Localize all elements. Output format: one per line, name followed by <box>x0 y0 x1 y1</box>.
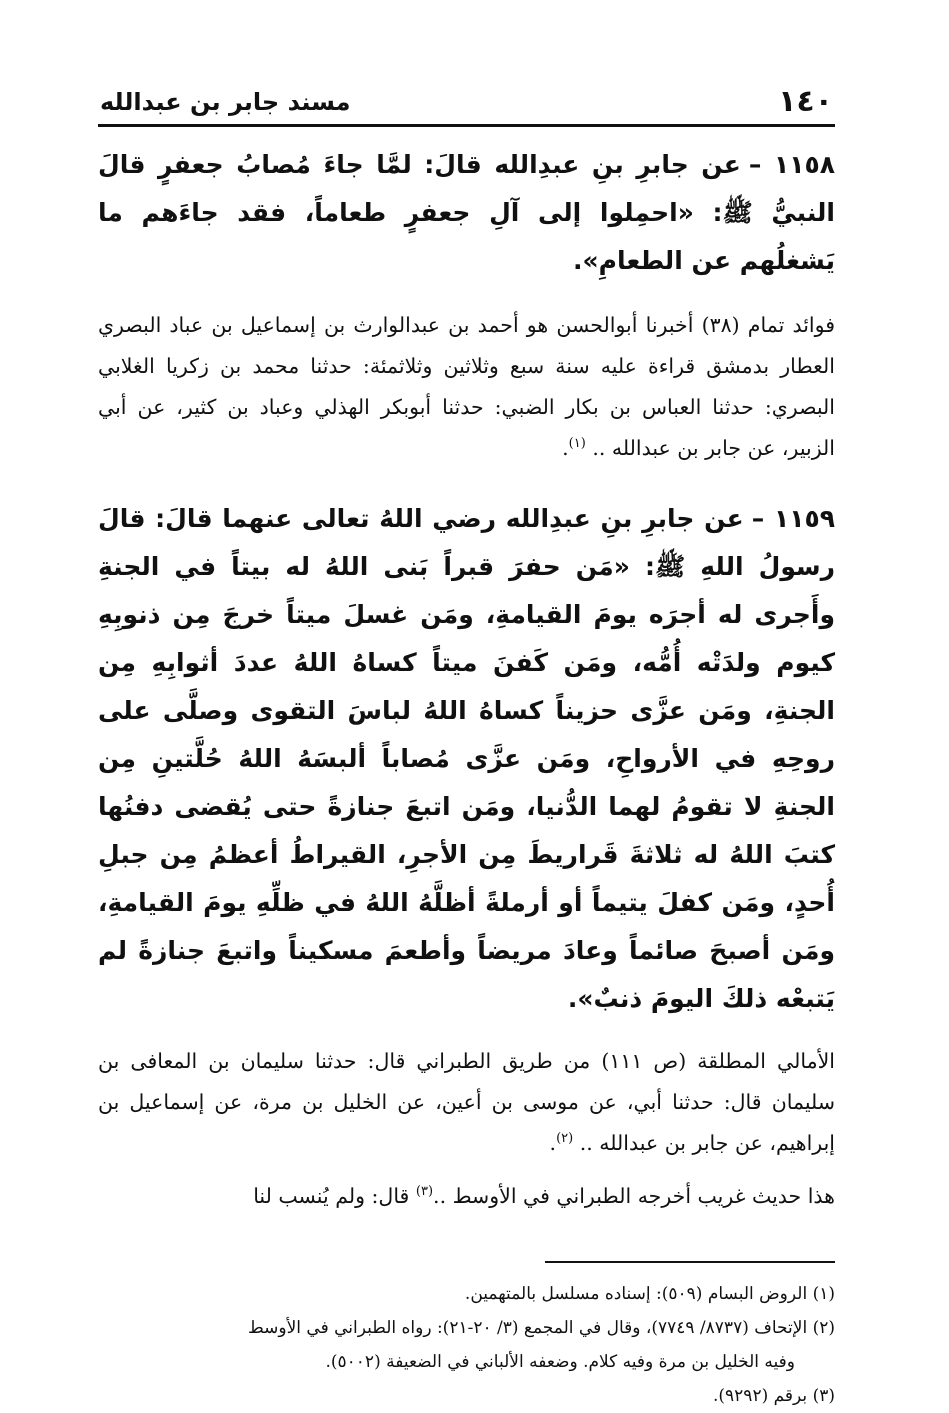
hadith-number: ١١٥٩ – <box>751 504 835 533</box>
hadith-1159 <box>98 495 835 1023</box>
page-number: ١٤٠ <box>778 84 833 119</box>
source-text: الأمالي المطلقة (ص ١١١) من طريق الطبراني قال: حدثنا سليمان بن المعافى بن سليمان قال: حدثنا أبي، عن موسى بن أعين، عن الخليل بن مرة، عن إسماعيل بن إبراهيم، عن جابر بن عبدالله .. <box>98 1049 835 1155</box>
footnote-marker: (٣) <box>812 1386 835 1406</box>
commentary-tail: قال: ولم يُنسب لنا <box>253 1184 410 1208</box>
hadith-source: فوائد تمام (٣٨) أخبرنا أبوالحسن هو أحمد بن عبدالوارث بن إسماعيل بن عباد البصري العطار بدمشق قراءة عليه سنة سبع وثلاثين وثلاثمئة: حدثنا محمد بن زكريا الغلابي البصري: حدثنا العباس بن بكار الضبي: حدثنا أبوبكر الهذلي وعباد بن كثير، عن أبي الزبير، عن جابر بن عبدالله .. $^{(١)}$. <box>98 313 836 460</box>
hadith-text: عن جابرِ بنِ عبدِالله قالَ: لمَّا جاءَ مُصابُ جعفرٍ قالَ النبيُّ ﷺ: «احمِلوا إلى آلِ جعفرٍ طعاماً، فقد جاءَهم ما يَشغلُهم عن الطعامِ». <box>98 150 835 275</box>
footnote-3 <box>98 1379 835 1413</box>
book-page <box>98 80 836 1406</box>
footnote-text: الإتحاف (٨٧٣٧/ ٧٧٤٩)، وقال في المجمع (٣/ ٢٠-٢١): رواه الطبراني في الأوسط <box>248 1318 808 1338</box>
footnote-1 <box>98 1277 835 1311</box>
footnote-text: برقم (٩٢٩٢). <box>713 1386 808 1406</box>
footnote-marker: (١) <box>812 1284 835 1304</box>
footnote-ref: (١) <box>568 436 586 452</box>
footnote-divider <box>545 1261 835 1263</box>
hadith-text: عن جابرِ بنِ عبدِالله رضي اللهُ تعالى عنهما قالَ: قالَ رسولُ اللهِ ﷺ: «مَن حفرَ قبراً بَنى اللهُ له بيتاً في الجنةِ وأَجرى له أجرَه يومَ القيامةِ، ومَن غسلَ ميتاً خرجَ مِن ذنوبِهِ كيوم ولدَتْه أُمُّه، ومَن كَفنَ ميتاً كساهُ اللهُ عددَ أثوابِهِ مِن الجنةِ، ومَن عزَّى حزيناً كساهُ اللهُ لباسَ التقوى وصلَّى على روحِهِ في الأرواحِ، ومَن عزَّى مُصاباً ألبسَهُ اللهُ حُلَّتينِ مِن الجنةِ لا تقومُ لهما الدُّنيا، ومَن اتبعَ جنازةً حتى يُقضى دفنُها كتبَ اللهُ له ثلاثةَ قَراريطَ مِن الأجرِ، القيراطُ أعظمُ مِن جبلِ أُحدٍ، ومَن كفلَ يتيماً أو أرملةً أظلَّهُ اللهُ في ظلِّهِ يومَ القيامةِ، ومَن أصبحَ صائماً وعادَ مريضاً وأطعمَ مسكيناً واتبعَ جنازةً لم يَتبعْه ذلكَ اليومَ ذنبٌ». <box>98 504 835 1013</box>
page-header <box>98 80 835 127</box>
hadith-1158 <box>98 141 835 285</box>
hadith-source: الأمالي المطلقة (ص ١١١) من طريق الطبراني قال: حدثنا سليمان بن المعافى بن سليمان قال: حدثنا أبي، عن موسى بن أعين، عن الخليل بن مرة، عن إسماعيل بن إبراهيم، عن جابر بن عبدالله .. $^{(٢)}$. <box>98 1049 835 1155</box>
footnote-2 <box>98 1311 835 1379</box>
hadith-number: ١١٥٨ – <box>748 150 835 179</box>
source-text: فوائد تمام (٣٨) أخبرنا أبوالحسن هو أحمد بن عبدالوارث بن إسماعيل بن عباد البصري العطار بدمشق قراءة عليه سنة سبع وثلاثين وثلاثمئة: حدثنا محمد بن زكريا الغلابي البصري: حدثنا العباس بن بكار الضبي: حدثنا أبوبكر الهذلي وعباد بن كثير، عن أبي الزبير، عن جابر بن عبدالله .. <box>98 313 836 460</box>
footnote-ref: (٢) <box>556 1131 574 1147</box>
footnotes <box>98 1277 835 1413</box>
footnote-ref: (٣) <box>415 1184 434 1200</box>
commentary <box>98 1176 835 1217</box>
footnote-text: الروض البسام (٥٠٩): إسناده مسلسل بالمتهمين. <box>464 1284 808 1304</box>
footnote-marker: (٢) <box>812 1318 835 1338</box>
commentary-text: هذا حديث غريب أخرجه الطبراني في الأوسط .. <box>433 1184 835 1208</box>
running-title: مسند جابر بن عبدالله <box>100 88 351 116</box>
footnote-continuation: وفيه الخليل بن مرة وفيه كلام. وضعفه الألباني في الضعيفة (٥٠٠٢). <box>325 1352 795 1372</box>
